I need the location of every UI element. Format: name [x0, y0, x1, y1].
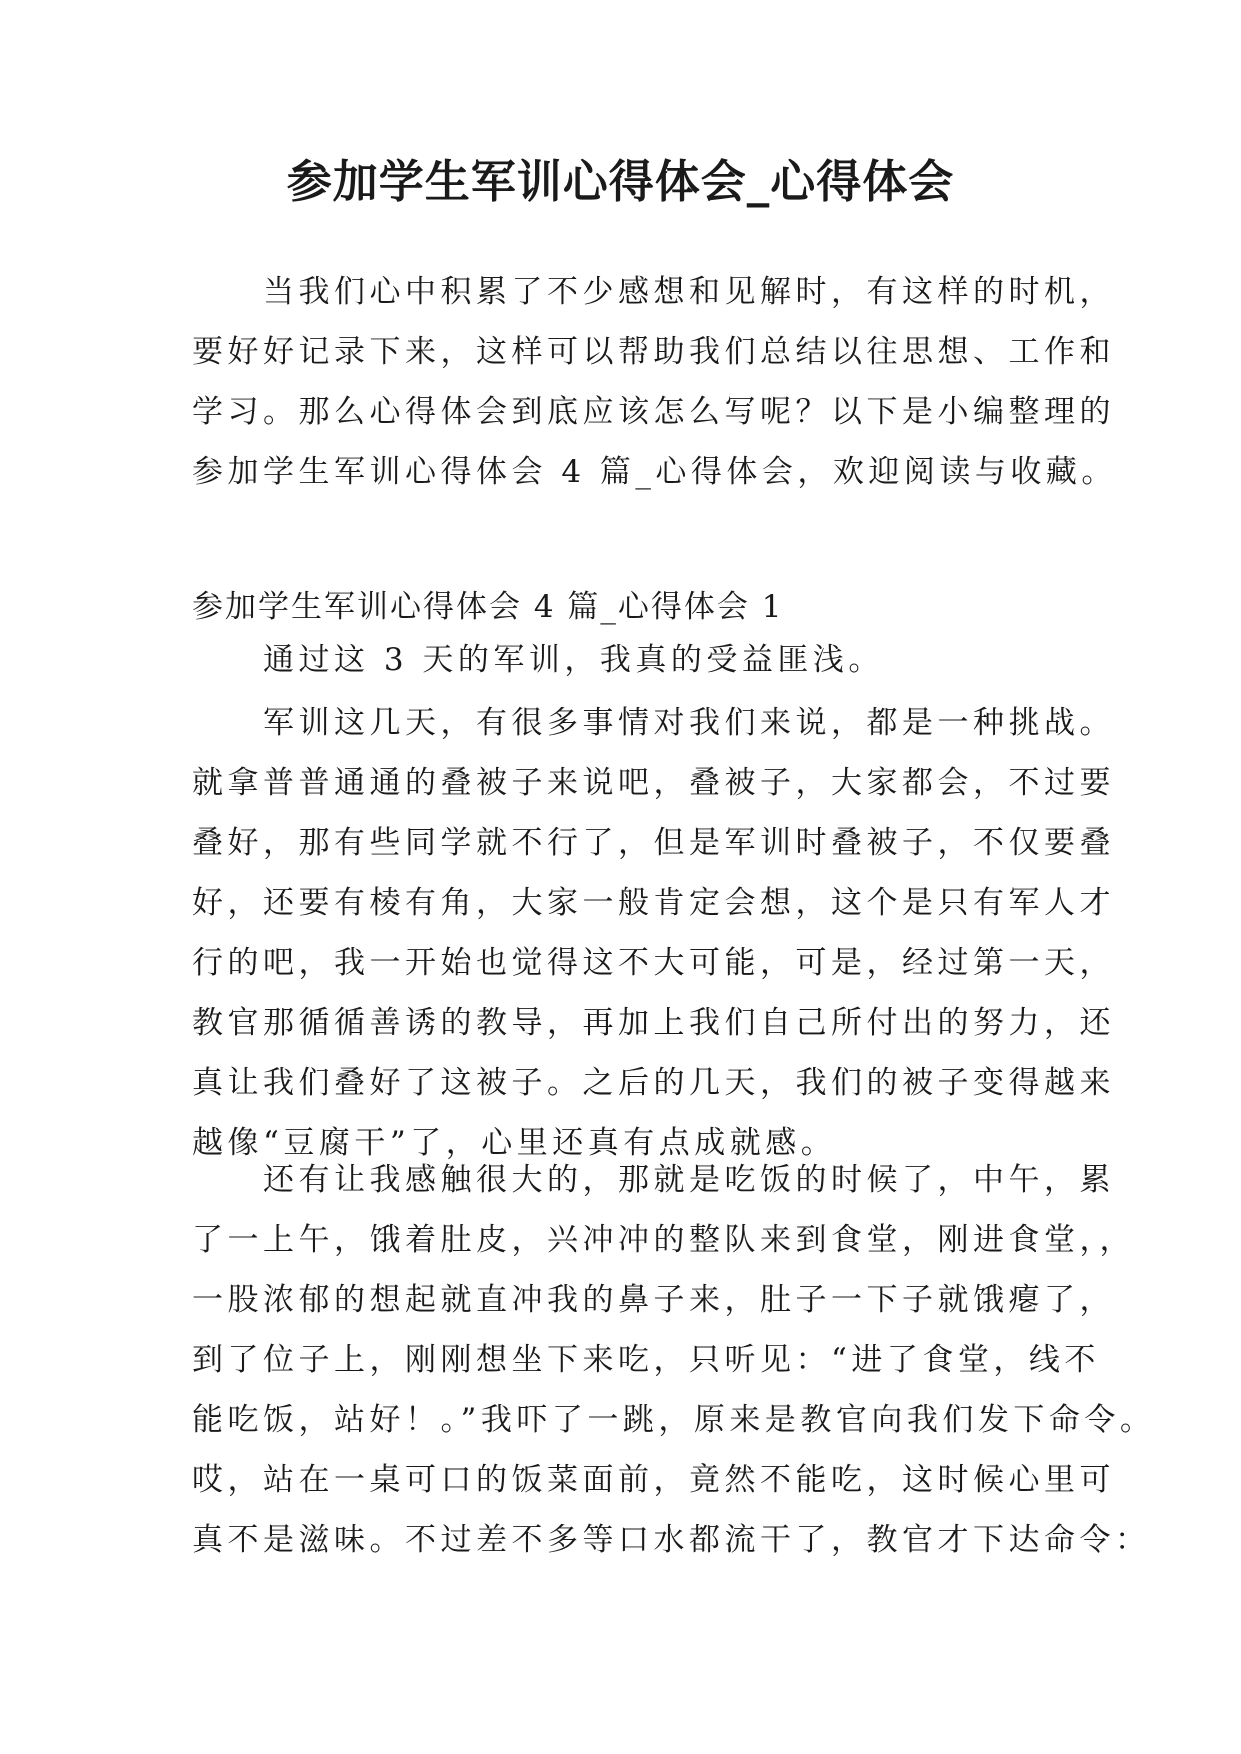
- document-title: 参加学生军训心得体会_心得体会: [286, 155, 955, 208]
- section-heading: 参加学生军训心得体会 4 篇_心得体会 1: [192, 589, 784, 625]
- text-line: 一股浓郁的想起就直冲我的鼻子来，肚子一下子就饿瘪了，: [192, 1282, 1115, 1318]
- text-line: 能吃饭，站好！。”我吓了一跳，原来是教官向我们发下命令。: [192, 1402, 1156, 1438]
- text-line: 哎，站在一桌可口的饭菜面前，竟然不能吃，这时候心里可: [192, 1462, 1115, 1498]
- text-line: 到了位子上，刚刚想坐下来吃，只听见：“进了食堂，线不: [192, 1342, 1100, 1378]
- paragraph-1: [192, 630, 1072, 690]
- text-line: 教官那循循善诱的教导，再加上我们自己所付出的努力，还: [192, 1005, 1115, 1041]
- text-line: 学习。那么心得体会到底应该怎么写呢？以下是小编整理的: [192, 394, 1115, 430]
- text-line: 真不是滋味。不过差不多等口水都流干了，教官才下达命令：: [192, 1522, 1151, 1558]
- text-line: 参加学生军训心得体会 4 篇_心得体会，欢迎阅读与收藏。: [192, 454, 1117, 490]
- text-line: 要好好记录下来，这样可以帮助我们总结以往思想、工作和: [192, 334, 1115, 370]
- text-line: 好，还要有棱有角，大家一般肯定会想，这个是只有军人才: [192, 885, 1115, 921]
- text-line: 还有让我感触很大的，那就是吃饭的时候了，中午，累: [192, 1162, 1115, 1198]
- text-line: 叠好，那有些同学就不行了，但是军训时叠被子，不仅要叠: [192, 825, 1115, 861]
- paragraph-3: [192, 1150, 1156, 1570]
- text-line: 通过这 3 天的军训，我真的受益匪浅。: [192, 642, 884, 678]
- text-line: 行的吧，我一开始也觉得这不大可能，可是，经过第一天，: [192, 945, 1115, 981]
- text-line: 越像“豆腐干”了，心里还真有点成就感。: [192, 1125, 837, 1161]
- paragraph-2: [192, 693, 1115, 1173]
- text-line: 军训这几天，有很多事情对我们来说，都是一种挑战。: [192, 705, 1115, 741]
- intro-paragraph: [192, 262, 1117, 502]
- text-line: 了一上午，饿着肚皮，兴冲冲的整队来到食堂，刚进食堂，，: [192, 1222, 1135, 1258]
- text-line: 真让我们叠好了这被子。之后的几天，我们的被子变得越来: [192, 1065, 1115, 1101]
- text-line: 就拿普普通通的叠被子来说吧，叠被子，大家都会，不过要: [192, 765, 1115, 801]
- text-line: 当我们心中积累了不少感想和见解时，有这样的时机，: [192, 274, 1115, 310]
